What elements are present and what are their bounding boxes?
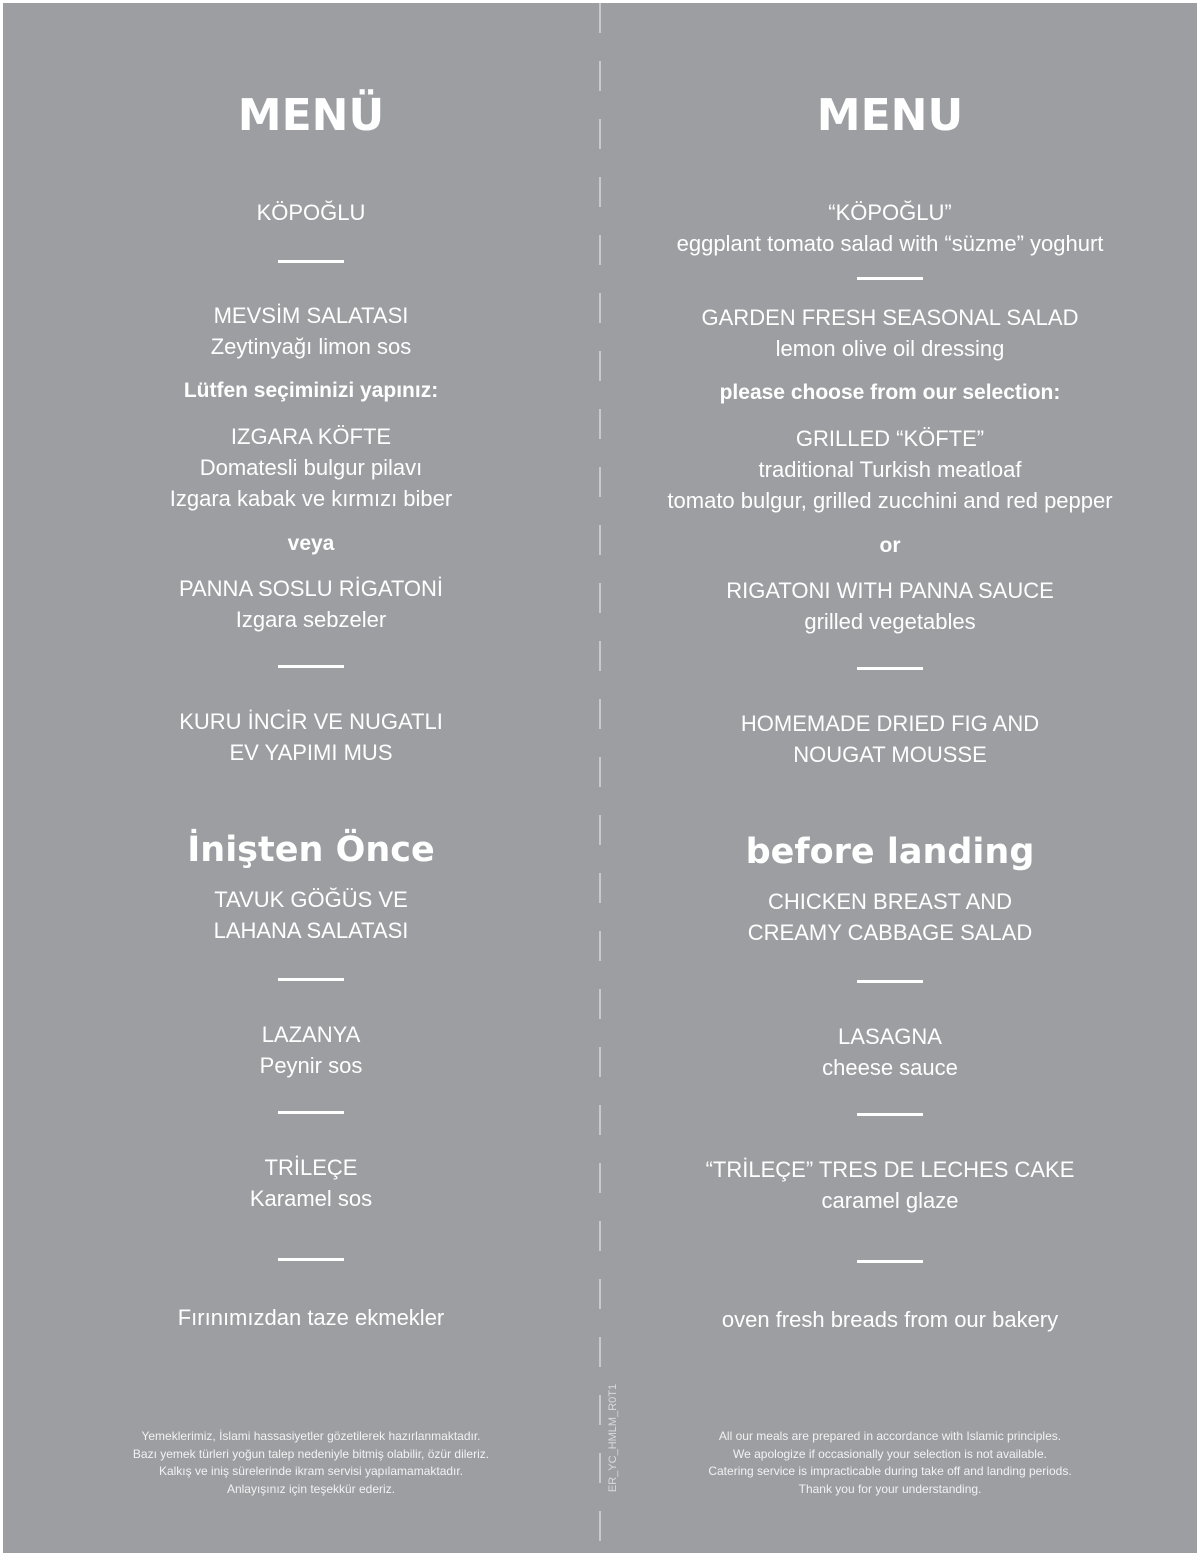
bl-main-name: LAZANYA	[261, 1022, 361, 1047]
main-1-desc-line-2: Izgara kabak ve kırmızı biber	[169, 486, 453, 511]
bl-dessert-name: “TRİLEÇE” TRES DE LECHES CAKE	[705, 1157, 1075, 1182]
footer-line: All our meals are prepared in accordance with Islamic principles.	[718, 1429, 1062, 1443]
or-label: veya	[287, 532, 335, 555]
before-landing-starter	[599, 886, 1181, 948]
bl-main-desc: cheese sauce	[822, 1055, 958, 1080]
main-1-name: IZGARA KÖFTE	[230, 424, 392, 449]
dessert-line-2: EV YAPIMI MUS	[229, 740, 393, 765]
footer-note	[3, 1428, 619, 1498]
section-rule	[278, 1258, 344, 1261]
section-rule	[278, 665, 344, 668]
main-2-name: PANNA SOSLU RİGATONİ	[178, 576, 444, 601]
starter-name: “KÖPOĞLU”	[828, 200, 952, 225]
bl-starter-line-1: CHICKEN BREAST AND	[767, 889, 1013, 914]
section-rule	[278, 1111, 344, 1114]
footer-line: Yemeklerimiz, İslami hassasiyetler gözetilerek hazırlanmaktadır.	[141, 1429, 481, 1443]
section-rule	[857, 980, 923, 983]
bl-main-name: LASAGNA	[838, 1024, 942, 1049]
before-landing-starter	[3, 884, 619, 946]
section-rule	[278, 260, 344, 263]
starter-item	[599, 197, 1181, 259]
before-landing-heading: before landing	[745, 832, 1035, 872]
section-rule	[278, 978, 344, 981]
bl-dessert-desc: Karamel sos	[249, 1186, 373, 1211]
dessert-item	[3, 706, 619, 768]
main-course-2	[599, 575, 1181, 637]
section-rule	[857, 277, 923, 280]
before-landing-main	[599, 1021, 1181, 1083]
main-1-desc-line-2: tomato bulgur, grilled zucchini and red pepper	[667, 488, 1113, 513]
bl-starter-line-2: LAHANA SALATASI	[213, 918, 409, 943]
bl-starter-line-1: TAVUK GÖĞÜS VE	[214, 887, 408, 912]
bl-dessert-name: TRİLEÇE	[264, 1155, 358, 1180]
salad-item	[599, 302, 1181, 364]
before-landing-main	[3, 1019, 619, 1081]
before-landing-dessert	[3, 1152, 619, 1214]
dessert-line-1: KURU İNCİR VE NUGATLI	[179, 709, 443, 734]
starter-desc: eggplant tomato salad with “süzme” yoghurt	[676, 231, 1104, 256]
main-course-2	[3, 573, 619, 635]
salad-desc: Zeytinyağı limon sos	[210, 334, 412, 359]
menu-card	[3, 3, 1197, 1553]
bl-dessert-desc: caramel glaze	[821, 1188, 959, 1213]
choose-prompt: please choose from our selection:	[719, 381, 1061, 404]
section-rule	[857, 1260, 923, 1263]
footer-note	[599, 1428, 1181, 1498]
section-rule	[857, 1113, 923, 1116]
main-2-name: RIGATONI WITH PANNA SAUCE	[726, 578, 1054, 603]
footer-line: Catering service is impracticable during take off and landing periods.	[708, 1464, 1072, 1478]
main-1-name: GRILLED “KÖFTE”	[795, 426, 985, 451]
main-1-desc-line-1: Domatesli bulgur pilavı	[199, 455, 423, 480]
footer-line: Kalkış ve iniş sürelerinde ikram servisi yapılamamaktadır.	[158, 1464, 464, 1478]
footer-line: We apologize if occasionally your selection is not available.	[733, 1446, 1047, 1461]
document-code: ER_YC_HMLM_R0T1	[607, 1383, 619, 1493]
main-course-1	[3, 421, 619, 514]
menu-title-english: MENU	[816, 90, 964, 141]
starter-item	[3, 197, 619, 228]
salad-name: MEVSİM SALATASI	[213, 303, 409, 328]
before-landing-heading: İnişten Önce	[187, 830, 435, 870]
starter-name: KÖPOĞLU	[256, 200, 366, 225]
bread-item: oven fresh breads from our bakery	[721, 1307, 1059, 1332]
bread-item: Fırınımızdan taze ekmekler	[177, 1305, 445, 1330]
footer-line: Thank you for your understanding.	[798, 1481, 982, 1496]
dessert-line-2: NOUGAT MOUSSE	[793, 742, 987, 767]
before-landing-dessert	[599, 1154, 1181, 1216]
salad-name: GARDEN FRESH SEASONAL SALAD	[701, 305, 1079, 330]
choose-prompt: Lütfen seçiminizi yapınız:	[183, 379, 439, 402]
main-course-1	[599, 423, 1181, 516]
main-2-desc: grilled vegetables	[804, 609, 976, 634]
main-2-desc: Izgara sebzeler	[235, 607, 387, 632]
salad-item	[3, 300, 619, 362]
footer-line: Anlayışınız için teşekkür ederiz.	[226, 1481, 396, 1496]
bl-starter-line-2: CREAMY CABBAGE SALAD	[747, 920, 1033, 945]
salad-desc: lemon olive oil dressing	[775, 336, 1005, 361]
bl-main-desc: Peynir sos	[259, 1053, 363, 1078]
menu-title-turkish: MENÜ	[237, 90, 385, 141]
dessert-line-1: HOMEMADE DRIED FIG AND	[740, 711, 1040, 736]
section-rule	[857, 667, 923, 670]
footer-line: Bazı yemek türleri yoğun talep nedeniyle bitmiş olabilir, özür dileriz.	[132, 1446, 490, 1461]
or-label: or	[879, 534, 901, 557]
main-1-desc-line-1: traditional Turkish meatloaf	[758, 457, 1022, 482]
dessert-item	[599, 708, 1181, 770]
